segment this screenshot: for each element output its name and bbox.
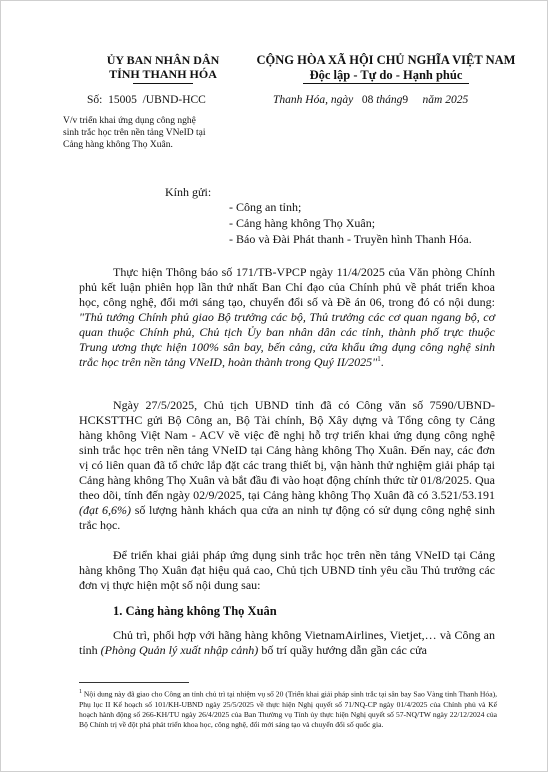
subject-line-3: Cảng hàng không Thọ Xuân. [63, 140, 173, 150]
recipients-label: Kính gửi: [165, 185, 212, 199]
number-prefix: Số: [87, 94, 103, 106]
recipient-item: - Cảng hàng không Thọ Xuân; [229, 216, 376, 230]
number-suffix: /UBND-HCC [142, 94, 206, 106]
paragraph-4: Chủ trì, phối hợp với hãng hàng không VietnamAirlines, Vietjet,… và Công an tỉnh (Phòng Quản lý xuất nhập cảnh) bố trí quầy hướng dẫn gần các cửa [79, 628, 496, 657]
paragraph-1: Thực hiện Thông báo số 171/TB-VPCP ngày 11/4/2025 của Văn phòng Chính phủ kết luận phiên họp lần thứ nhất Ban Chỉ đạo của Chính phủ về phát triển khoa học, công nghệ, đổi mới sáng tạo, chuyển đổi số và Đề án 06, trong đó có nội dung: "Thủ tướng Chính phủ giao Bộ trưởng các bộ, Thủ trưởng các cơ quan ngang bộ, cơ quan thuộc Chính phủ, Chủ tịch Ủy ban nhân dân các tỉnh, thành phố trực thuộc Trung ương thực hiện 100% sân bay, bến cảng, cửa khẩu ứng dụng công nghệ sinh trắc học trên nền tảng VNeID, hoàn thành trong Quý II/2025"$^1$. [79, 265, 496, 369]
authority-underline [133, 83, 193, 84]
motto-underline [303, 83, 469, 84]
date-month-label: tháng [376, 94, 403, 106]
authority-line-1: ỦY BAN NHÂN DÂN [106, 53, 220, 67]
subject-line-1: V/v triển khai ứng dụng công nghệ [63, 116, 196, 126]
document-subject [63, 115, 283, 151]
authority-line-2: TỈNH THANH HÓA [109, 67, 217, 81]
paragraph-3: Để triển khai giải pháp ứng dụng sinh trắc học trên nền tảng VNeID tại Cảng hàng không Thọ Xuân đạt hiệu quả cao, Chủ tịch UBND tỉnh yêu cầu Thủ trưởng các đơn vị thực hiện một số nội dung sau: [79, 548, 495, 592]
recipient-item: - Công an tỉnh; [229, 200, 302, 214]
date-day: 08 [361, 94, 374, 106]
national-motto: Độc lập - Tự do - Hạnh phúc [309, 68, 463, 82]
national-heading [241, 53, 531, 83]
document-date [273, 94, 468, 106]
number-value: 15005 [108, 94, 137, 106]
recipient-item: - Báo và Đài Phát thanh - Truyền hình Thanh Hóa. [229, 232, 472, 246]
footnote: $^1$ Nội dung này đã giao cho Công an tỉnh chủ trì tại nhiệm vụ số 20 (Triển khai giải pháp sinh trắc tại sân bay Sao Vàng tỉnh Thanh Hóa), Phụ lục II Kế hoạch số 101/KH-UBND ngày 25/5/2025 về thực hiện Nghị quyết số 71/NQ-CP ngày 01/4/2025 của Chính phủ và Kế hoạch hành động số 266-KH/TU ngày 26/4/2025 của Ban Thường vụ Tỉnh ủy thực hiện Nghị quyết số 57-NQ/TW ngày 22/12/2024 của Bộ Chính trị về đột phá phát triển khoa học, công nghệ, đổi mới sáng tạo và chuyển đổi số quốc gia. [79, 689, 498, 729]
section-heading-1: 1. Cảng hàng không Thọ Xuân [113, 604, 277, 618]
paragraph-2: Ngày 27/5/2025, Chủ tịch UBND tỉnh đã có Công văn số 7590/UBND- HCKSTTHC gửi Bộ Công an, Bộ Tài chính, Bộ Xây dựng và Tổng công ty Cảng hàng không Việt Nam - ACV về việc đề nghị hỗ trợ triển khai ứng dụng công nghệ sinh trắc học trên nền tảng VNeID tại Cảng hàng không Thọ Xuân. Đến nay, các đơn vị có liên quan đã tổ chức lắp đặt các trang thiết bị, vận hành thử nghiệm giải pháp tại Cảng hàng không Thọ Xuân và bắt đầu đi vào hoạt động chính thức từ 01/8/2025. Qua theo dõi, tính đến ngày 02/9/2025, tại Cảng hàng không Thọ Xuân đã có 3.521/53.191 (đạt 6,6%) số lượng hành khách qua cửa an ninh tự động có sử dụng công nghệ sinh trắc học. [79, 398, 496, 532]
footnote-separator [79, 682, 189, 683]
date-month: 9 [402, 94, 409, 106]
date-place: Thanh Hóa, ngày [273, 94, 354, 106]
document-number [87, 94, 206, 106]
subject-line-2: sinh trắc học trên nền tảng VNeID tại [63, 128, 206, 138]
date-year: năm 2025 [422, 94, 469, 106]
nation-name: CỘNG HÒA XÃ HỘI CHỦ NGHĨA VIỆT NAM [256, 53, 516, 67]
footnote-ref[interactable]: 1 [377, 355, 381, 363]
issuing-authority [63, 53, 263, 81]
footnote-mark: 1 [79, 689, 82, 695]
